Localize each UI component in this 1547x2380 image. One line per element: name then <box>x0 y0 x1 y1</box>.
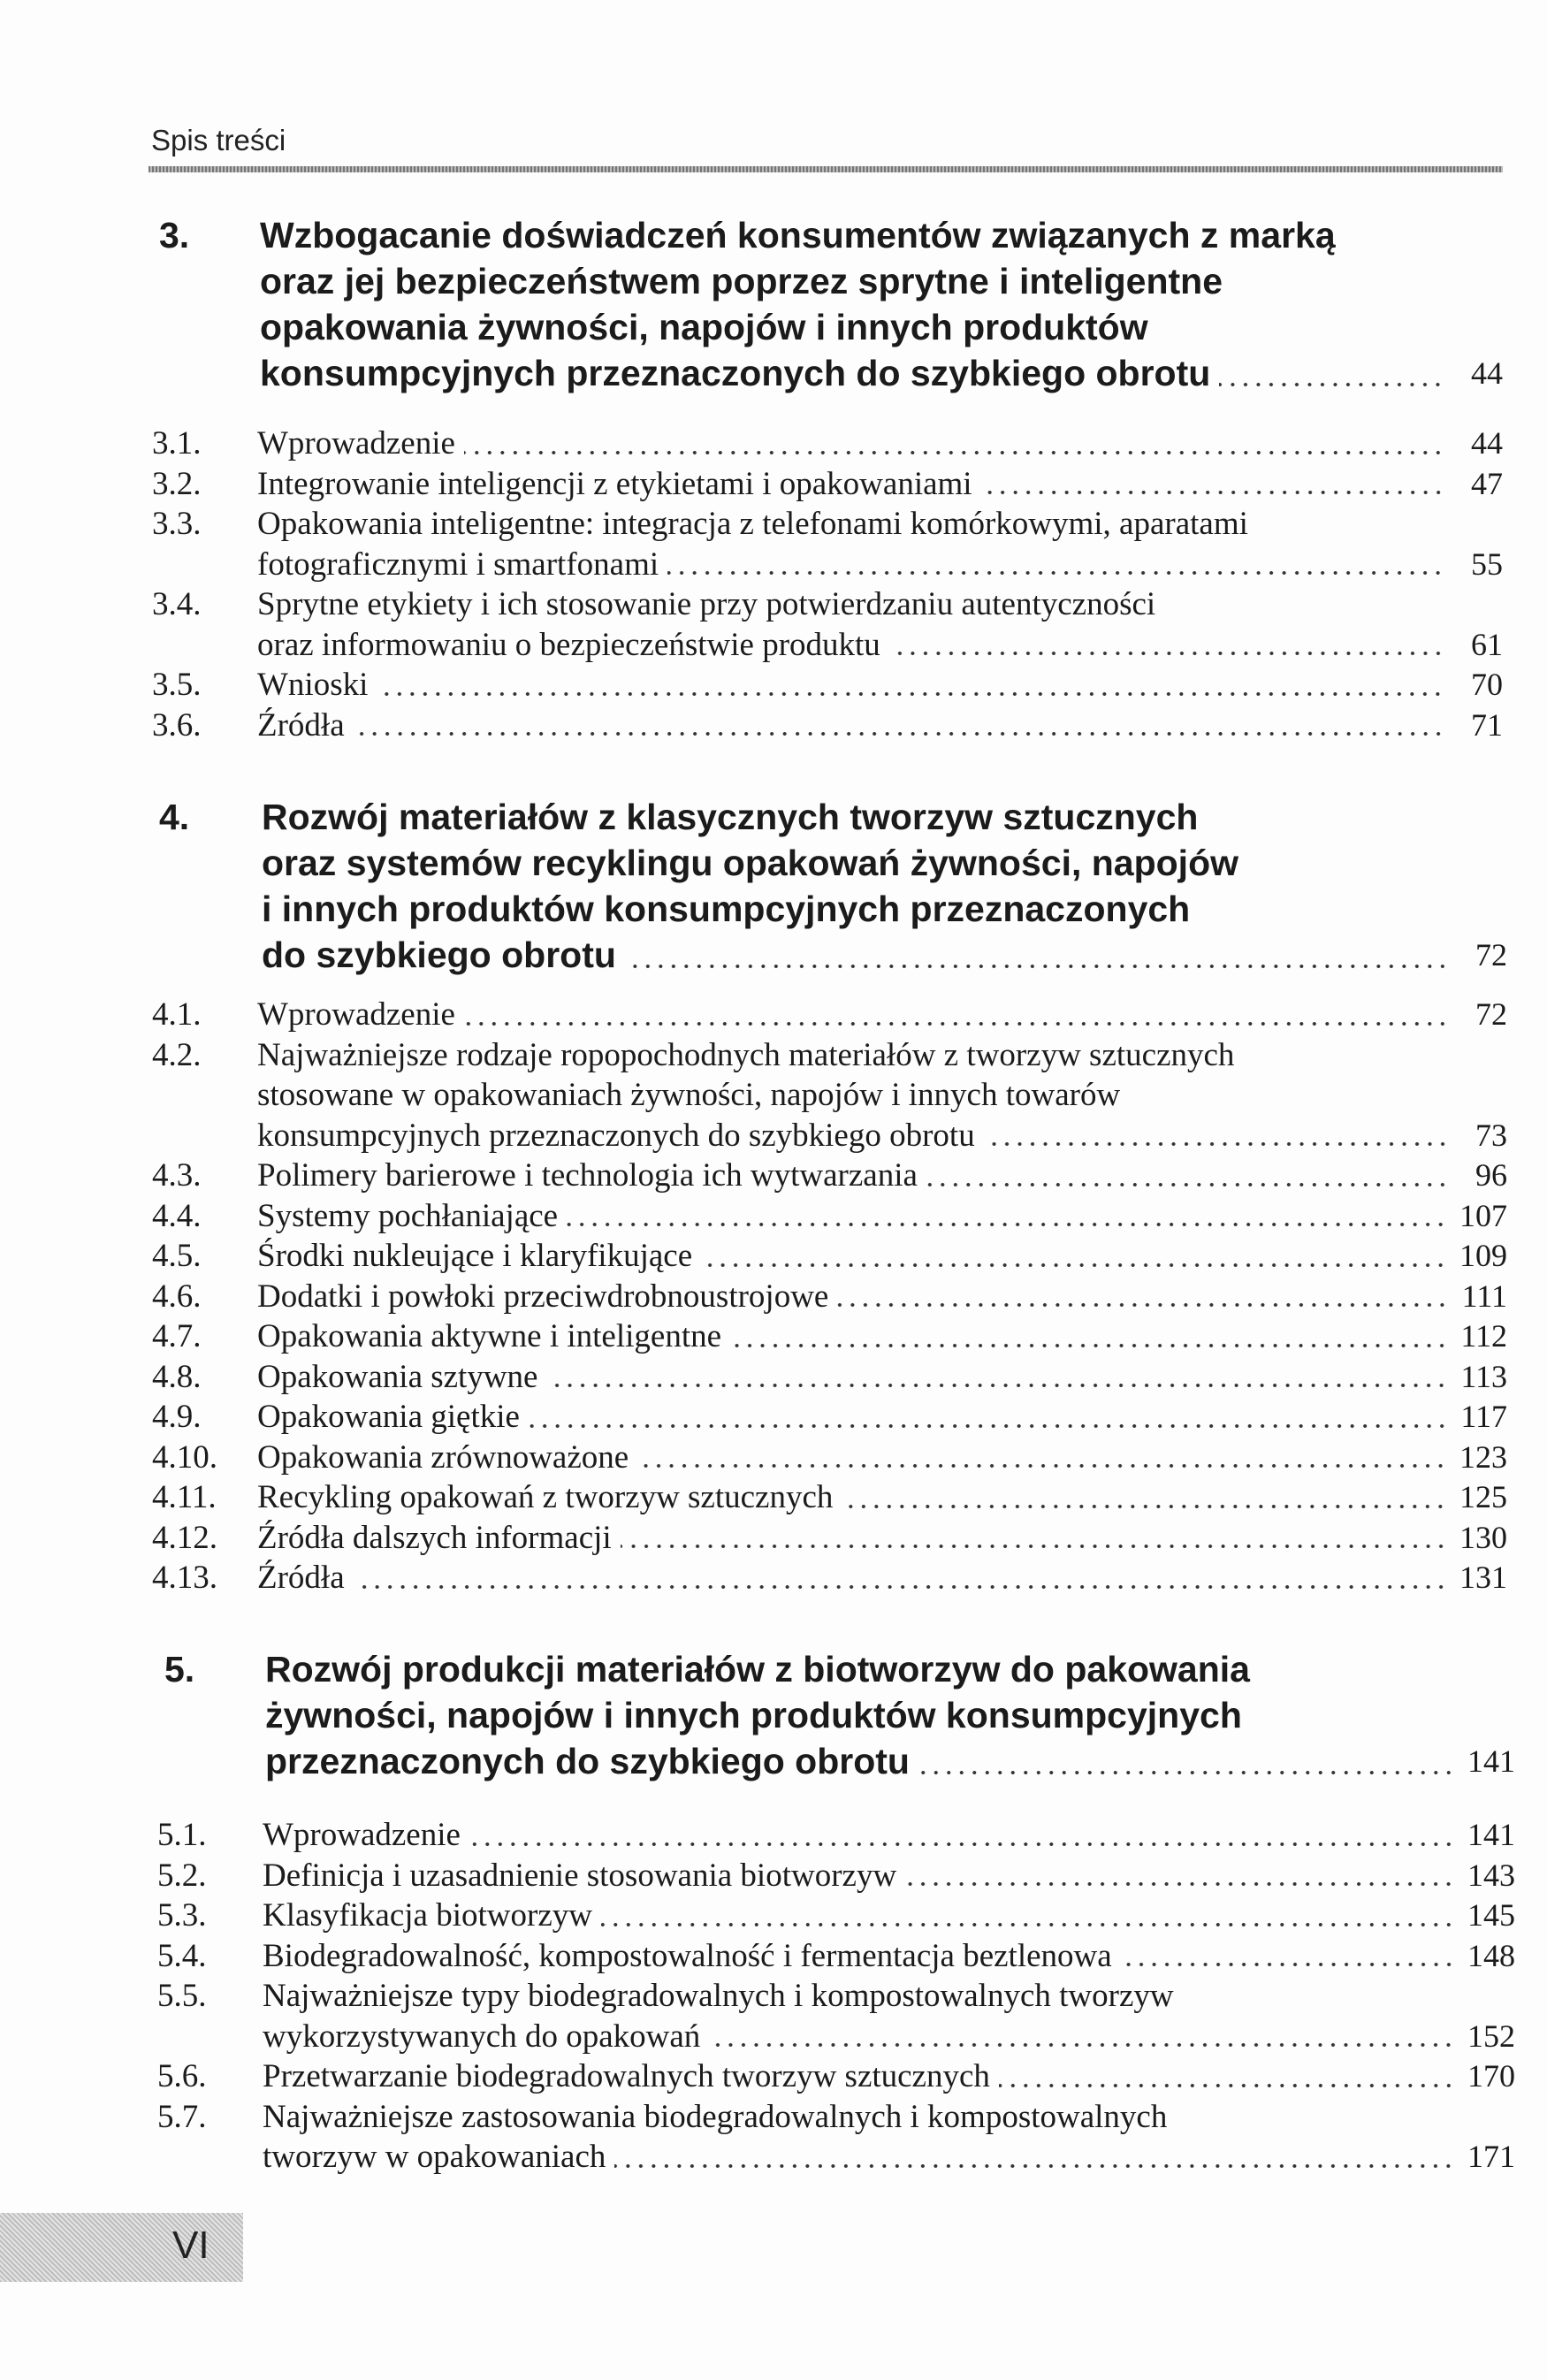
chapter-title-text: do szybkiego obrotu <box>262 934 616 975</box>
section-title-text: stosowane w opakowaniach żywności, napojów i innych towarów <box>257 1077 1121 1113</box>
section-title-line <box>257 1035 1507 1076</box>
toc-entry-4-4[interactable] <box>152 1196 1507 1237</box>
header-rule <box>149 166 1503 172</box>
toc-entry-5-3[interactable] <box>157 1896 1515 1936</box>
section-title-text: Opakowania inteligentne: integracja z telefonami komórkowymi, aparatami <box>257 506 1248 542</box>
toc-entry-5-1[interactable] <box>157 1815 1515 1856</box>
section-title-text: Opakowania giętkie <box>257 1399 520 1435</box>
section-title-text: Dodatki i powłoki przeciwdrobnoustrojowe <box>257 1278 829 1315</box>
toc-entry-4-8[interactable] <box>152 1357 1507 1398</box>
chapter-title-text: i innych produktów konsumpcyjnych przeznaczonych <box>262 889 1191 929</box>
dot-leader <box>889 638 1444 656</box>
section-page-number: 70 <box>1471 667 1503 702</box>
section-title <box>257 1357 1507 1398</box>
section-title <box>257 1518 1507 1559</box>
dot-leader <box>469 1829 1455 1847</box>
chapter-title-text: żywności, napojów i innych produktów konsumpcyjnych <box>265 1695 1242 1735</box>
section-title-line <box>257 584 1503 625</box>
section-page-number: 61 <box>1471 626 1503 662</box>
section-title-text: Źródła <box>257 1560 345 1596</box>
dot-leader <box>567 1209 1447 1227</box>
chapter-title-line <box>262 886 1507 932</box>
section-title <box>257 1477 1507 1518</box>
section-number: 4.6. <box>152 1278 202 1315</box>
section-title <box>263 2056 1515 2097</box>
chapter-number: 3. <box>159 215 190 256</box>
section-number: 5.2. <box>157 1857 207 1894</box>
toc-entry-4-7[interactable] <box>152 1316 1507 1357</box>
dot-leader <box>621 1531 1447 1549</box>
section-title-text: Klasyfikacja biotworzyw <box>263 1897 592 1934</box>
section-number: 5.7. <box>157 2098 207 2135</box>
section-number: 5.4. <box>157 1937 207 1974</box>
chapter-title-text: opakowania żywności, napojów i innych produktów <box>260 307 1148 347</box>
dot-leader <box>837 1290 1449 1308</box>
section-title-text: Najważniejsze zastosowania biodegradowalnych i kompostowalnych <box>263 2098 1168 2135</box>
section-title-line <box>263 2137 1515 2178</box>
dot-leader <box>709 2030 1455 2048</box>
toc-entry-4-5[interactable] <box>152 1236 1507 1277</box>
section-number: 5.3. <box>157 1897 207 1934</box>
section-title <box>257 504 1503 584</box>
chapter-page-number: 72 <box>1475 937 1507 973</box>
section-page-number: 170 <box>1467 2058 1515 2094</box>
section-title-line <box>263 2056 1515 2097</box>
section-title-text: Najważniejsze rodzaje ropopochodnych materiałów z tworzyw sztucznych <box>257 1036 1235 1073</box>
section-title-text: oraz informowaniu o bezpieczeństwie produktu <box>257 626 880 663</box>
section-page-number: 141 <box>1467 1817 1515 1852</box>
section-title-text: Sprytne etykiety i ich stosowanie przy potwierdzaniu autentyczności <box>257 586 1156 622</box>
section-title-line <box>257 1277 1507 1317</box>
chapter-heading[interactable] <box>159 212 1503 396</box>
section-title <box>257 995 1507 1035</box>
section-title <box>257 1397 1507 1438</box>
section-title-line <box>257 1357 1507 1398</box>
section-title <box>257 1438 1507 1478</box>
page-number-box <box>0 2213 243 2282</box>
section-title <box>257 1558 1507 1598</box>
section-number: 3.6. <box>152 706 202 744</box>
dot-leader <box>354 719 1444 736</box>
chapter-title-text: konsumpcyjnych przeznaczonych do szybkiego obrotu <box>260 353 1211 393</box>
section-number: 4.1. <box>152 996 202 1033</box>
section-title-line <box>257 665 1503 706</box>
toc-entry-4-6[interactable] <box>152 1277 1507 1317</box>
section-title <box>257 464 1503 505</box>
chapter-title-line <box>260 304 1503 350</box>
chapter-number: 4. <box>159 797 190 837</box>
section-title-text: Opakowania aktywne i inteligentne <box>257 1318 722 1354</box>
dot-leader <box>981 477 1444 495</box>
section-title-line <box>263 2017 1515 2057</box>
section-page-number: 143 <box>1467 1857 1515 1893</box>
section-title-text: Źródła dalszych informacji <box>257 1519 612 1556</box>
section-title-text: Środki nukleujące i klaryfikujące <box>257 1238 693 1274</box>
toc-entry-4-1[interactable] <box>152 995 1507 1035</box>
dot-leader <box>614 2151 1455 2169</box>
section-title-line <box>257 1116 1507 1156</box>
section-number: 5.5. <box>157 1978 207 2014</box>
section-title-text: Definicja i uzasadnienie stosowania biotworzyw <box>263 1857 897 1894</box>
chapter-title-line <box>262 840 1507 886</box>
chapter-page-number: 141 <box>1467 1743 1515 1779</box>
section-number: 5.1. <box>157 1817 207 1853</box>
dot-leader <box>546 1370 1448 1388</box>
section-title-text: Integrowanie inteligencji z etykietami i opakowaniami <box>257 465 972 502</box>
toc-entry-3-1[interactable] <box>152 423 1503 464</box>
section-title-line <box>257 1397 1507 1438</box>
section-page-number: 145 <box>1467 1897 1515 1933</box>
section-title-line <box>257 1316 1507 1357</box>
section-page-number: 55 <box>1471 545 1503 582</box>
dot-leader <box>625 951 1449 969</box>
section-title-line <box>257 545 1503 585</box>
section-title-line <box>263 1936 1515 1977</box>
section-title-text: Wprowadzenie <box>257 996 455 1033</box>
toc-entry-3-3[interactable] <box>152 504 1503 584</box>
chapter-title-text: Wzbogacanie doświadczeń konsumentów związanych z marką <box>260 215 1336 256</box>
section-title-text: fotograficznymi i smartfonami <box>257 545 659 583</box>
section-number: 4.9. <box>152 1399 202 1435</box>
dot-leader <box>464 1009 1449 1026</box>
chapter-title-text: oraz jej bezpieczeństwem poprzez sprytne i inteligentne <box>260 261 1223 301</box>
section-title-text: Wprowadzenie <box>257 425 455 462</box>
section-title-line <box>257 423 1503 464</box>
section-title-line <box>257 995 1507 1035</box>
section-title <box>257 706 1503 746</box>
section-title-line <box>257 1196 1507 1237</box>
toc-entry-4-3[interactable] <box>152 1156 1507 1196</box>
section-title-line <box>263 1856 1515 1896</box>
section-title-line <box>257 1518 1507 1559</box>
section-title <box>263 1856 1515 1896</box>
section-page-number: 107 <box>1459 1197 1507 1233</box>
chapter-title-text: przeznaczonych do szybkiego obrotu <box>265 1741 910 1781</box>
section-number: 4.2. <box>152 1036 202 1073</box>
chapter-heading[interactable] <box>164 1646 1515 1784</box>
section-number: 4.5. <box>152 1238 202 1274</box>
chapter-title <box>260 212 1503 396</box>
dot-leader <box>377 679 1444 697</box>
section-title <box>257 1316 1507 1357</box>
toc-entry-4-2[interactable] <box>152 1035 1507 1156</box>
dot-leader <box>637 1451 1447 1468</box>
section-title-text: tworzyw w opakowaniach <box>263 2139 606 2175</box>
section-title <box>263 2097 1515 2178</box>
dot-leader <box>984 1129 1449 1147</box>
section-number: 4.8. <box>152 1358 202 1395</box>
chapter-3 <box>159 212 1503 396</box>
section-page-number: 71 <box>1471 706 1503 743</box>
section-title <box>263 1896 1515 1936</box>
section-number: 3.5. <box>152 667 202 703</box>
toc-entry-4-10[interactable] <box>152 1438 1507 1478</box>
section-title-line <box>263 1815 1515 1856</box>
dot-leader <box>905 1869 1455 1887</box>
chapter-title-text: Rozwój materiałów z klasycznych tworzyw sztucznych <box>262 797 1199 837</box>
section-title-line <box>257 1236 1507 1277</box>
section-number: 3.4. <box>152 586 202 622</box>
toc-entry-4-11[interactable] <box>152 1477 1507 1518</box>
section-page-number: 123 <box>1459 1438 1507 1475</box>
section-title <box>257 1156 1507 1196</box>
section-title-text: konsumpcyjnych przeznaczonych do szybkiego obrotu <box>257 1117 975 1154</box>
section-page-number: 44 <box>1471 425 1503 461</box>
section-title-line <box>257 706 1503 746</box>
chapter-title-line <box>265 1646 1515 1692</box>
dot-leader <box>601 1910 1455 1927</box>
section-number: 5.6. <box>157 2058 207 2094</box>
dot-leader <box>926 1170 1449 1187</box>
section-number: 4.11. <box>152 1479 217 1515</box>
section-page-number: 112 <box>1460 1318 1507 1354</box>
section-number: 4.3. <box>152 1157 202 1194</box>
section-title-line <box>263 1976 1515 2017</box>
section-list <box>152 995 1507 1598</box>
section-number: 3.2. <box>152 465 202 502</box>
section-number: 3.1. <box>152 425 202 462</box>
section-number: 4.10. <box>152 1438 217 1476</box>
toc-entry-3-2[interactable] <box>152 464 1503 505</box>
section-title-text: Źródła <box>257 706 345 744</box>
section-number: 4.7. <box>152 1318 202 1354</box>
dot-leader <box>464 438 1444 455</box>
section-page-number: 111 <box>1461 1278 1507 1314</box>
section-title-text: Systemy pochłaniające <box>257 1197 559 1234</box>
section-page-number: 113 <box>1460 1358 1507 1394</box>
section-page-number: 130 <box>1459 1519 1507 1555</box>
section-page-number: 96 <box>1475 1157 1507 1193</box>
section-page-number: 148 <box>1467 1937 1515 1973</box>
section-title <box>257 1196 1507 1237</box>
section-title-line <box>263 1896 1515 1936</box>
section-title-text: Wprowadzenie <box>263 1817 461 1853</box>
section-page-number: 117 <box>1460 1399 1507 1434</box>
dot-leader <box>1121 1949 1455 1967</box>
chapter-title <box>262 794 1507 978</box>
section-title <box>263 1815 1515 1856</box>
chapter-title-text: Rozwój produkcji materiałów z biotworzyw do pakowania <box>265 1649 1250 1690</box>
section-title <box>257 665 1503 706</box>
dot-leader <box>999 2071 1455 2088</box>
section-page-number: 125 <box>1459 1479 1507 1514</box>
section-title-text: Polimery barierowe i technologia ich wytwarzania <box>257 1157 918 1194</box>
toc-entry-3-5[interactable] <box>152 665 1503 706</box>
section-title <box>257 1035 1507 1156</box>
chapter-heading[interactable] <box>159 794 1507 978</box>
toc-entry-5-6[interactable] <box>157 2056 1515 2097</box>
chapter-title-line <box>262 932 1507 978</box>
toc-entry-5-5[interactable] <box>157 1976 1515 2056</box>
section-title-text: Wnioski <box>257 667 369 703</box>
section-title-text: Opakowania zrównoważone <box>257 1438 629 1476</box>
section-title-line <box>257 1438 1507 1478</box>
toc-entry-4-9[interactable] <box>152 1397 1507 1438</box>
section-list <box>157 1815 1515 2178</box>
chapter-title-line <box>260 350 1503 396</box>
section-title-line <box>263 2097 1515 2138</box>
chapter-page-number: 44 <box>1471 355 1503 391</box>
section-title-text: Opakowania sztywne <box>257 1358 538 1395</box>
toc-entry-4-13[interactable] <box>152 1558 1507 1598</box>
chapter-title-line <box>265 1692 1515 1738</box>
chapter-5 <box>164 1646 1515 1784</box>
dot-leader <box>842 1491 1447 1509</box>
toc-entry-5-4[interactable] <box>157 1936 1515 1977</box>
section-title-line <box>257 464 1503 505</box>
dot-leader <box>1219 370 1444 387</box>
section-title <box>257 584 1503 665</box>
toc-entry-3-6[interactable] <box>152 706 1503 746</box>
section-number: 4.12. <box>152 1519 217 1556</box>
chapter-title-line <box>260 258 1503 304</box>
toc-entry-3-4[interactable] <box>152 584 1503 665</box>
section-number: 4.4. <box>152 1197 202 1234</box>
section-title-line <box>257 1477 1507 1518</box>
section-page-number: 47 <box>1471 465 1503 501</box>
section-title-text: wykorzystywanych do opakowań <box>263 2018 701 2055</box>
section-number: 4.13. <box>152 1560 217 1596</box>
section-title-text: Recykling opakowań z tworzyw sztucznych <box>257 1479 834 1515</box>
section-title-line <box>257 1156 1507 1196</box>
page-number: VI <box>172 2224 210 2267</box>
dot-leader <box>730 1331 1448 1348</box>
chapter-number: 5. <box>164 1649 195 1690</box>
chapter-title-line <box>265 1738 1515 1784</box>
section-title <box>257 1277 1507 1317</box>
dot-leader <box>354 1572 1447 1590</box>
chapter-title-text: oraz systemów recyklingu opakowań żywności, napojów <box>262 843 1238 883</box>
section-title-line <box>257 1558 1507 1598</box>
dot-leader <box>529 1411 1448 1429</box>
section-page-number: 171 <box>1467 2139 1515 2174</box>
section-page-number: 73 <box>1475 1117 1507 1153</box>
section-title-text: Najważniejsze typy biodegradowalnych i kompostowalnych tworzyw <box>263 1978 1174 2014</box>
section-title-line <box>257 625 1503 666</box>
section-title <box>257 1236 1507 1277</box>
dot-leader <box>701 1250 1447 1268</box>
dot-leader <box>667 558 1444 576</box>
section-page-number: 72 <box>1475 996 1507 1032</box>
chapter-4 <box>159 794 1507 978</box>
section-title-text: Przetwarzanie biodegradowalnych tworzyw sztucznych <box>263 2058 990 2094</box>
section-title <box>263 1936 1515 1977</box>
section-page-number: 131 <box>1459 1560 1507 1595</box>
section-list <box>152 423 1503 745</box>
section-page-number: 109 <box>1459 1238 1507 1273</box>
running-head: Spis treści <box>151 124 286 156</box>
section-title <box>257 423 1503 464</box>
toc-entry-5-7[interactable] <box>157 2097 1515 2178</box>
section-title-text: Biodegradowalność, kompostowalność i fermentacja beztlenowa <box>263 1937 1112 1974</box>
toc-entry-4-12[interactable] <box>152 1518 1507 1559</box>
chapter-title <box>265 1646 1515 1784</box>
section-title-line <box>257 504 1503 545</box>
toc-entry-5-2[interactable] <box>157 1856 1515 1896</box>
section-title <box>263 1976 1515 2056</box>
section-page-number: 152 <box>1467 2018 1515 2054</box>
chapter-title-line <box>260 212 1503 258</box>
section-title-line <box>257 1075 1507 1116</box>
section-number: 3.3. <box>152 506 202 542</box>
dot-leader <box>918 1758 1455 1775</box>
chapter-title-line <box>262 794 1507 840</box>
